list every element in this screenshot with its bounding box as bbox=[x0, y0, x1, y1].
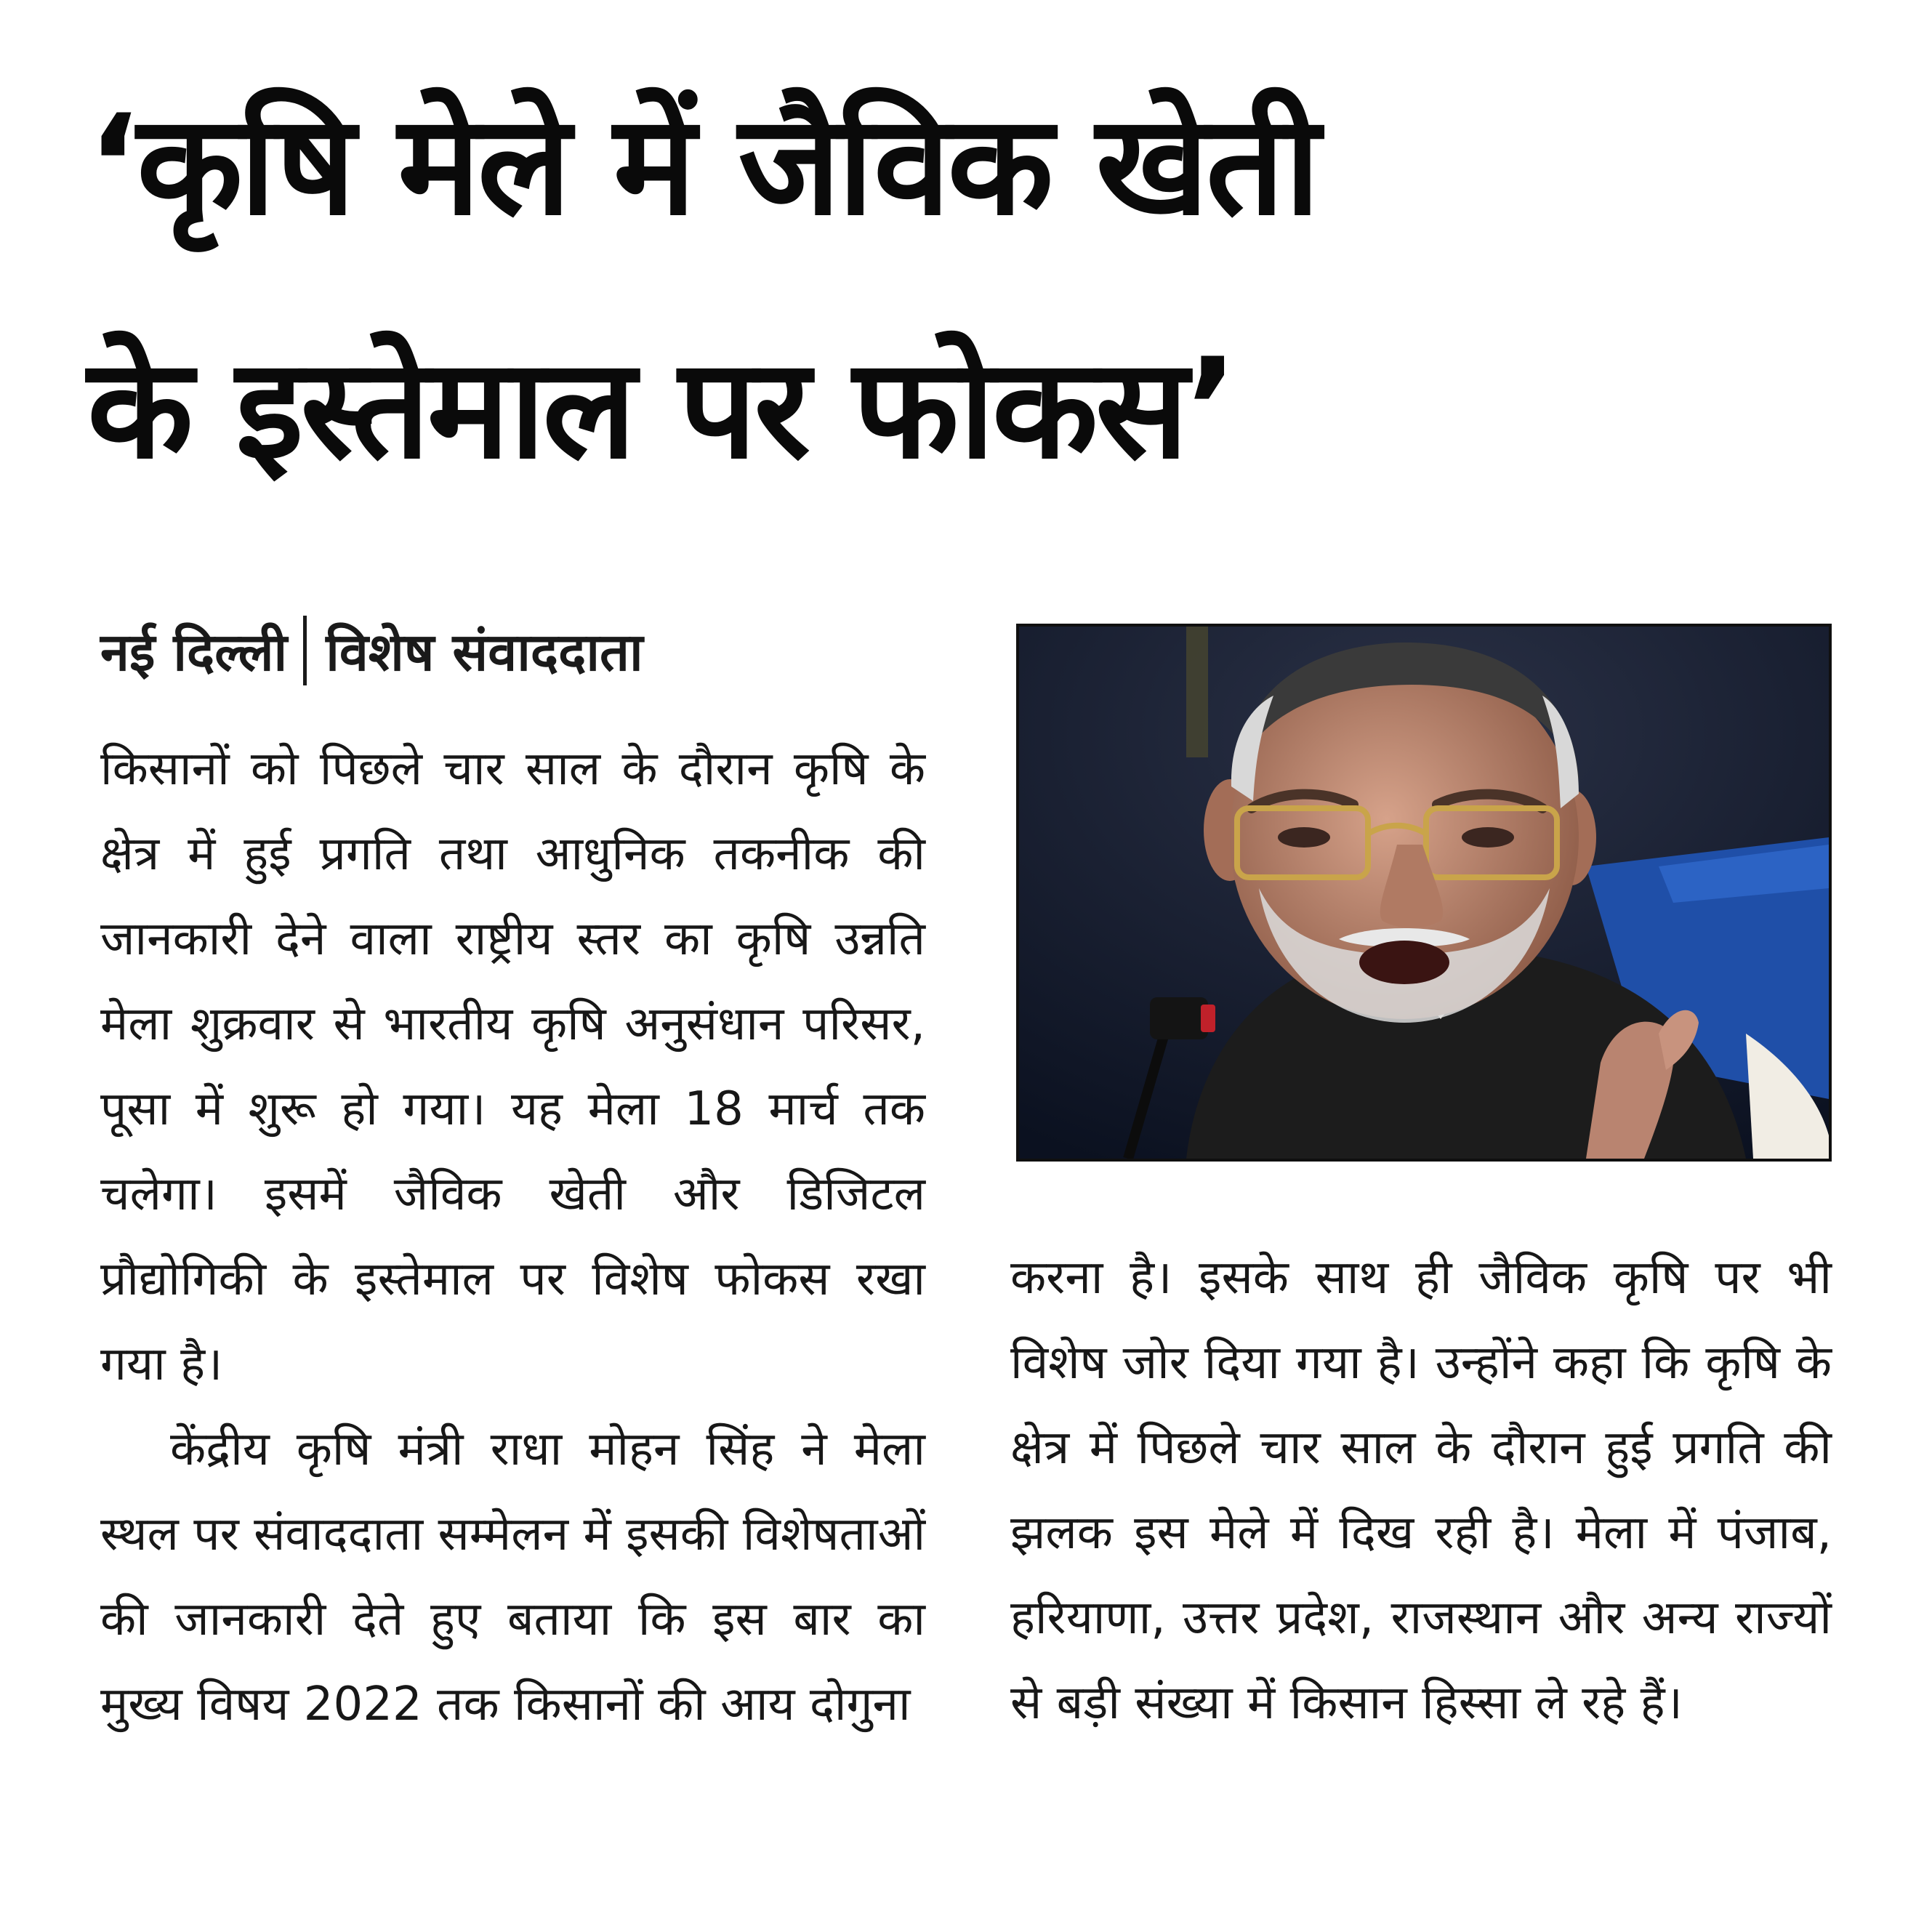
article-paragraph: केंद्रीय कृषि मंत्री राधा मोहन सिंह ने मेला स्थल पर संवाददाता सम्मेलन में इसकी विशेषताओं की जानकारी देते हुए बताया कि इस बार का मुख्य विषय 2022 तक किसानों की आय दोगुना bbox=[100, 1422, 925, 1731]
news-photo bbox=[1016, 624, 1832, 1162]
article-right-column bbox=[1010, 1236, 1832, 1746]
dateline-place: नई दिल्ली bbox=[100, 621, 288, 683]
article-left-column bbox=[100, 727, 925, 1747]
microphone-head bbox=[1150, 997, 1208, 1039]
speaker-portrait-image bbox=[1019, 627, 1829, 1159]
article-paragraph: करना है। इसके साथ ही जैविक कृषि पर भी विशेष जोर दिया गया है। उन्होंने कहा कि कृषि के क्षेत्र में पिछले चार साल के दौरान हुई प्रगति की झलक इस मेले में दिख रही है। मेला में पंजाब, हरियाणा, उत्तर प्रदेश, राजस्थान और अन्य राज्यों से बड़ी संख्या में किसान हिस्सा ले रहे हैं। bbox=[1010, 1251, 1832, 1730]
dateline-separator bbox=[303, 616, 307, 685]
dateline bbox=[100, 607, 643, 694]
dateline-byline: विशेष संवाददाता bbox=[326, 621, 643, 683]
microphone-tip bbox=[1201, 1005, 1215, 1032]
headline-line-1: ‘कृषि मेले में जैविक खेती bbox=[87, 85, 1318, 246]
eye-left bbox=[1278, 827, 1330, 848]
photo-light-strip bbox=[1186, 627, 1208, 757]
headline-line-2: के इस्तेमाल पर फोकस’ bbox=[87, 329, 1236, 489]
mouth bbox=[1359, 941, 1449, 984]
headline bbox=[87, 44, 1861, 531]
eye-right bbox=[1462, 827, 1514, 848]
article-paragraph: किसानों को पिछले चार साल के दौरान कृषि के क्षेत्र में हुई प्रगति तथा आधुनिक तकनीक की जानकारी देने वाला राष्ट्रीय स्तर का कृषि उन्नति मेला शुक्रवार से भारतीय कृषि अनुसंधान परिसर, पूसा में शुरू हो गया। यह मेला 18 मार्च तक चलेगा। इसमें जैविक खेती और डिजिटल प्रौद्योगिकी के इस्तेमाल पर विशेष फोकस रखा गया है। bbox=[100, 742, 925, 1391]
